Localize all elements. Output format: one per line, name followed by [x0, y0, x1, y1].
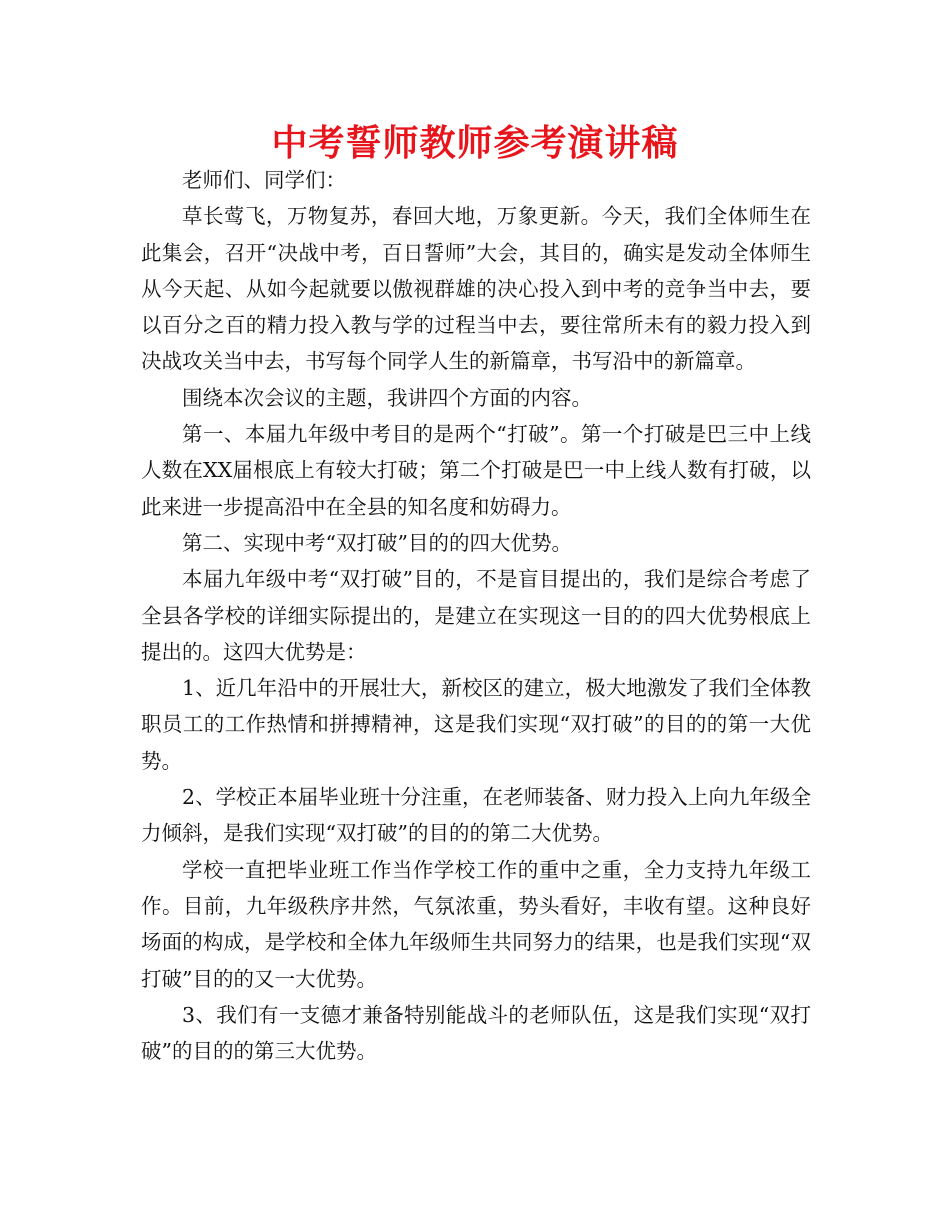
paragraph-point-one: 第一、本届九年级中考目的是两个“打破”。第一个打破是巴三中上线人数在XX届根底上有较大打破；第二个打破是巴一中上线人数有打破，以此来进一步提高沿中在全县的知名度和妨碍力。	[141, 422, 811, 519]
paragraph-overview: 围绕本次会议的主题，我讲四个方面的内容。	[182, 385, 592, 410]
paragraph-point-two-heading: 第二、实现中考“双打破”目的的四大优势。	[182, 530, 572, 555]
paragraph-advantage-one: 1、近几年沿中的开展壮大，新校区的建立，极大地激发了我们全体教职员工的工作热情和拼搏精神，这是我们实现“双打破”的目的的第一大优势。	[141, 676, 811, 773]
salutation: 老师们、同学们：	[182, 168, 346, 192]
paragraph-opening: 草长莺飞，万物复苏，春回大地，万象更新。今天，我们全体师生在此集会，召开“决战中考，百日誓师”大会，其目的，确实是发动全体师生从今天起、从如今起就要以傲视群雄的决心投入到中考的竞争当中去，要以百分之百的精力投入教与学的过程当中去，要往常所未有的毅力投入到决战攻关当中去，书写每个同学人生的新篇章，书写沿中的新篇章。	[141, 204, 811, 374]
paragraph-advantage-two: 2、学校正本届毕业班十分注重，在老师装备、财力投入上向九年级全力倾斜，是我们实现“双打破”的目的的第二大优势。	[141, 785, 811, 846]
document-title: 中考誓师教师参考演讲稿	[271, 123, 679, 164]
paragraph-advantage-two-detail: 学校一直把毕业班工作当作学校工作的重中之重，全力支持九年级工作。目前，九年级秩序井然，气氛浓重，势头看好，丰收有望。这种良好场面的构成，是学校和全体九年级师生共同努力的结果，也是我们实现“双打破”目的的又一大优势。	[141, 857, 811, 991]
document-body	[141, 162, 811, 1069]
paragraph-advantage-three: 3、我们有一支德才兼备特别能战斗的老师队伍，这是我们实现“双打破”的目的的第三大优势。	[141, 1002, 811, 1064]
paragraph-point-two-intro: 本届九年级中考“双打破”目的，不是盲目提出的，我们是综合考虑了全县各学校的详细实际提出的，是建立在实现这一目的的四大优势根底上提出的。这四大优势是：	[141, 567, 811, 664]
